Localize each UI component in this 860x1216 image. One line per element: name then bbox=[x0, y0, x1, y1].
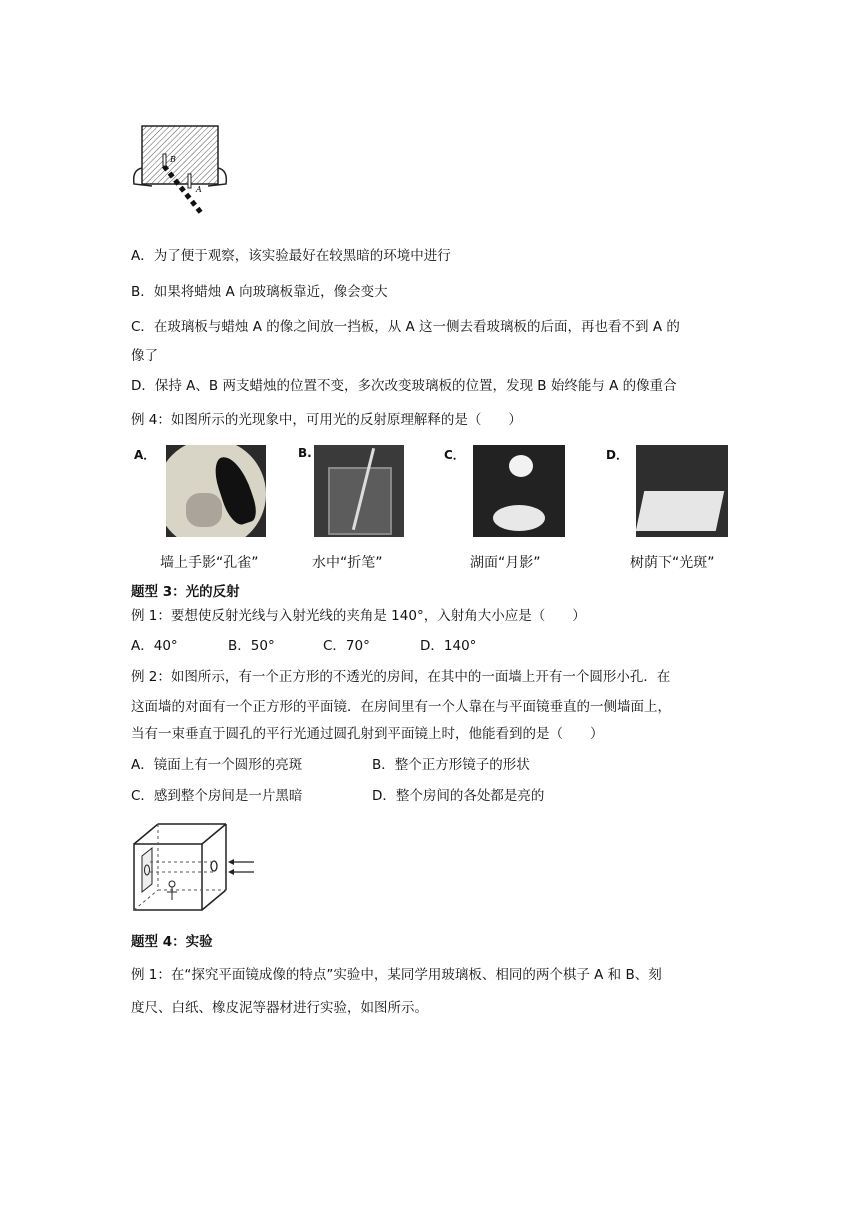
section3-ex2-line2: 这面墙的对面有一个正方形的平面镜．在房间里有一个人靠在与平面镜垂直的一侧墙面上， bbox=[131, 699, 671, 715]
panel-a-caption: 墙上手影“孔雀” bbox=[160, 555, 259, 571]
section4-ex1-line2: 度尺、白纸、橡皮泥等器材进行实验，如图所示。 bbox=[131, 1000, 428, 1016]
section3-ex2-line1: 例 2：如图所示，有一个正方形的不透光的房间，在其中的一面墙上开有一个圆形小孔．在 bbox=[131, 669, 671, 685]
q3-option-a: A．为了便于观察，该实验最好在较黑暗的环境中进行 bbox=[131, 248, 451, 264]
panel-a-photo bbox=[166, 445, 266, 537]
square-room-figure bbox=[130, 820, 260, 914]
panel-c-letter: C． bbox=[444, 448, 465, 462]
section3-title: 题型 3：光的反射 bbox=[131, 584, 240, 600]
section3-ex1-option-b: B．50° bbox=[228, 638, 275, 654]
section3-ex2-option-c: C．感到整个房间是一片黑暗 bbox=[131, 788, 303, 804]
q3-option-c-line1: C．在玻璃板与蜡烛 A 的像之间放一挡板，从 A 这一侧去看玻璃板的后面，再也看不到 A 的 bbox=[131, 319, 680, 335]
q3-option-c-line2: 像了 bbox=[131, 348, 158, 364]
section3-ex2-option-d: D．整个房间的各处都是亮的 bbox=[372, 788, 545, 804]
section4-ex1-line1: 例 1：在“探究平面镜成像的特点”实验中，某同学用玻璃板、相同的两个棋子 A 和 B、刻 bbox=[131, 967, 662, 983]
example4-question: 例 4：如图所示的光现象中，可用光的反射原理解释的是（ ） bbox=[131, 412, 522, 428]
panel-c-caption: 湖面“月影” bbox=[470, 555, 541, 571]
candle-b-label: B bbox=[170, 155, 176, 164]
section3-ex2-line3: 当有一束垂直于圆孔的平行光通过圆孔射到平面镜上时，他能看到的是（ ） bbox=[131, 726, 604, 742]
panel-b-letter: B. bbox=[298, 446, 312, 460]
section3-ex2-option-a: A．镜面上有一个圆形的亮斑 bbox=[131, 757, 303, 773]
q3-option-d: D．保持 A、B 两支蜡烛的位置不变，多次改变玻璃板的位置，发现 B 始终能与 A 的像重合 bbox=[131, 378, 677, 394]
panel-d-photo bbox=[636, 445, 728, 537]
section3-ex1-option-c: C．70° bbox=[323, 638, 370, 654]
panel-d-letter: D． bbox=[606, 448, 628, 462]
panel-a-letter: A． bbox=[134, 448, 156, 462]
section3-ex1-option-a: A．40° bbox=[131, 638, 178, 654]
candle-a-label: A bbox=[196, 185, 202, 194]
panel-d-caption: 树荫下“光斑” bbox=[630, 555, 715, 571]
section3-ex2-option-b: B．整个正方形镜子的形状 bbox=[372, 757, 530, 773]
glass-plate-candle-figure bbox=[128, 122, 230, 218]
section3-ex1: 例 1：要想使反射光线与入射光线的夹角是 140°，入射角大小应是（ ） bbox=[131, 608, 586, 624]
panel-b-photo bbox=[314, 445, 404, 537]
section4-title: 题型 4：实验 bbox=[131, 934, 213, 950]
q3-option-b: B．如果将蜡烛 A 向玻璃板靠近，像会变大 bbox=[131, 284, 388, 300]
panel-c-photo bbox=[473, 445, 565, 537]
section3-ex1-option-d: D．140° bbox=[420, 638, 477, 654]
panel-b-caption: 水中“折笔” bbox=[312, 555, 383, 571]
